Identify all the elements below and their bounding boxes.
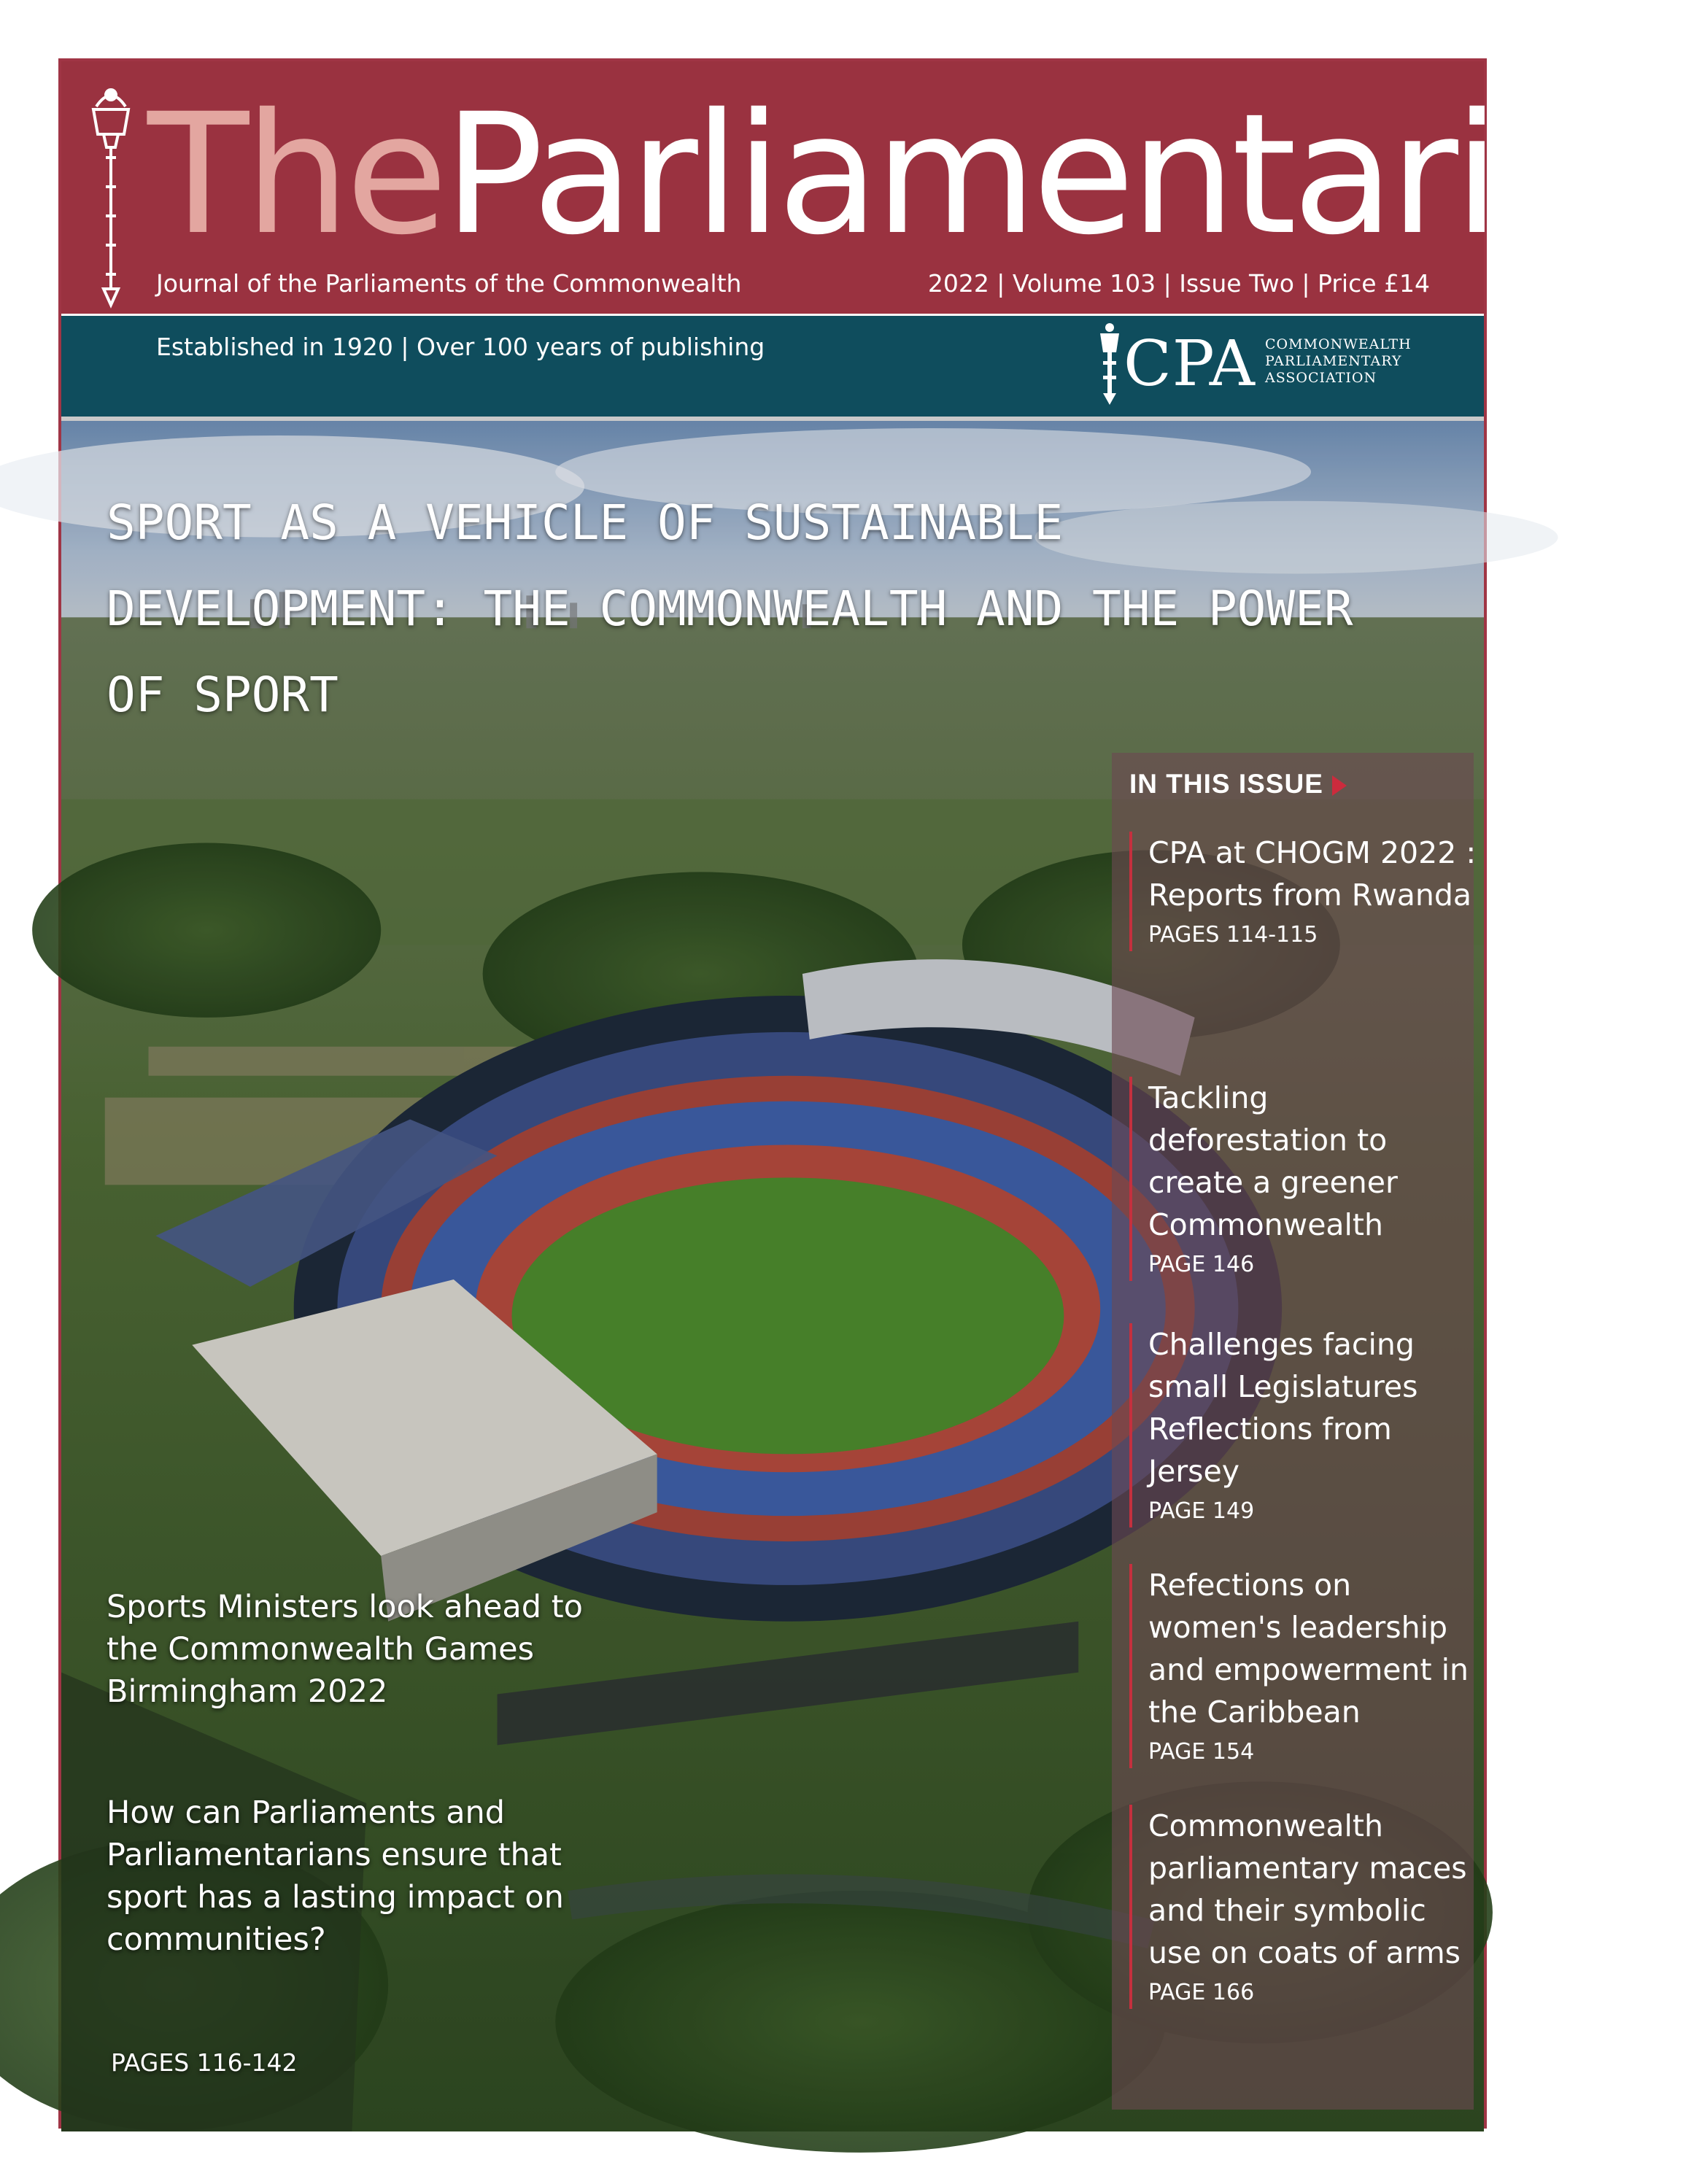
issue-item	[1129, 832, 1477, 951]
issue-item	[1129, 1805, 1477, 2009]
issue-info: 2022 | Volume 103 | Issue Two | Price £14	[927, 269, 1430, 298]
issue-item	[1129, 1323, 1477, 1527]
cpa-name-line: COMMONWEALTH	[1265, 336, 1412, 352]
cover-stories-pages: PAGES 116-142	[111, 2048, 298, 2077]
cover-story-sports-ministers: Sports Ministers look ahead to the Commonwealth Games Birmingham 2022	[107, 1589, 583, 1710]
issue-item-title: CPA at CHOGM 2022 : Reports from Rwanda	[1148, 835, 1477, 913]
issue-item-page: PAGE 166	[1148, 1980, 1255, 2005]
in-this-issue-label: IN THIS ISSUE	[1129, 769, 1323, 799]
cover-story-lasting-impact: How can Parliaments and Parliamentarians ensure that sport has a lasting impact on communities?	[107, 1794, 564, 1958]
cpa-logo-text: CPA	[1123, 328, 1256, 400]
in-this-issue-panel	[1112, 753, 1477, 2110]
magazine-cover	[58, 58, 1694, 2129]
cpa-mace-icon	[1091, 320, 1128, 408]
issue-item-title: Challenges facing small Legislatures Reflections from Jersey	[1148, 1327, 1418, 1489]
issue-item	[1129, 1564, 1477, 1768]
cpa-name-line: PARLIAMENTARY	[1265, 353, 1402, 369]
magazine-title	[147, 69, 1694, 280]
issue-item-page: PAGE 149	[1148, 1498, 1255, 1524]
issue-item-title: Tackling deforestation to create a greener Commonwealth	[1148, 1080, 1398, 1242]
title-the: The	[147, 77, 444, 271]
arrow-icon	[1332, 775, 1347, 796]
journal-subtitle: Journal of the Parliaments of the Commonwealth	[156, 269, 742, 298]
issue-item-page: PAGE 146	[1148, 1252, 1255, 1277]
info-band	[61, 316, 1484, 417]
issue-item	[1129, 1077, 1477, 1281]
issue-item-title: Refections on women's leadership and empowerment in the Caribbean	[1148, 1568, 1469, 1730]
established-line: Established in 1920 | Over 100 years of publishing	[156, 333, 765, 361]
issue-item-page: PAGE 154	[1148, 1739, 1255, 1765]
masthead	[61, 61, 1694, 314]
cover-headline: SPORT AS A VEHICLE OF SUSTAINABLE DEVELOPMENT: THE COMMONWEALTH AND THE POWER OF SPORT	[107, 495, 1353, 723]
in-this-issue-heading	[1129, 766, 1347, 802]
cpa-full-name	[1265, 336, 1455, 387]
issue-item-page: PAGES 114-115	[1148, 922, 1318, 948]
title-main: Parliamentarian	[444, 77, 1694, 271]
issue-item-title: Commonwealth parliamentary maces and their symbolic use on coats of arms	[1148, 1808, 1467, 1970]
mace-icon	[74, 77, 147, 311]
cpa-name-line: ASSOCIATION	[1265, 370, 1377, 386]
